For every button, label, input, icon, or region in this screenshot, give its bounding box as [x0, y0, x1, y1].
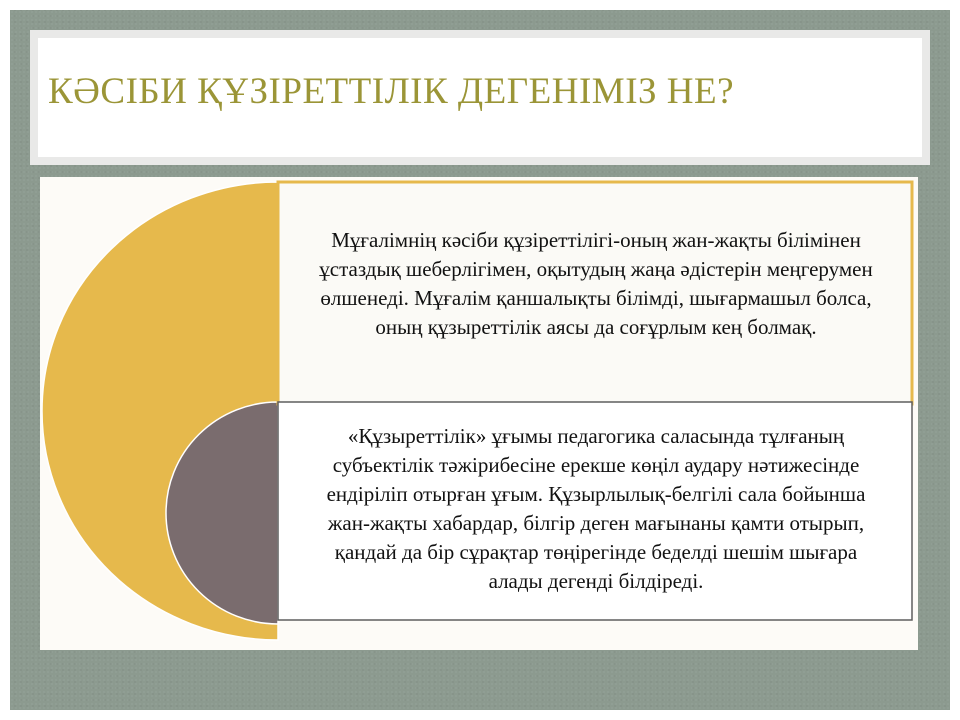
definition-paragraph-1: Мұғалімнің кәсіби құзіреттілігі-оның жан-жақты білімінен ұстаздық шеберлігімен, оқытудың жаңа әдістерін меңгерумен өлшенеді. Мұғалім қаншалықты білімді, шығармашыл болса, оның құзыреттілік аясы да соғұрлым кең болмақ. — [319, 228, 873, 339]
block-text-top — [282, 186, 910, 402]
block-text-bottom — [282, 404, 910, 617]
slide-title: КӘСІБИ ҚҰЗІРЕТТІЛІК ДЕГЕНІМІЗ НЕ? — [48, 71, 735, 112]
definition-paragraph-2: «Құзыреттілік» ұғымы педагогика саласында тұлғаның субъектілік тәжірибесіне ерекше көңіл аудару нәтижесінде ендіріліп отырған ұғым. Құзырлылық-белгілі сала бойынша жан-жақты хабардар, білгір деген мағынаны қамти отырып, қандай да бір сұрақтар төңірегінде беделді шешім шығара алады дегенді білдіреді. — [326, 423, 866, 593]
